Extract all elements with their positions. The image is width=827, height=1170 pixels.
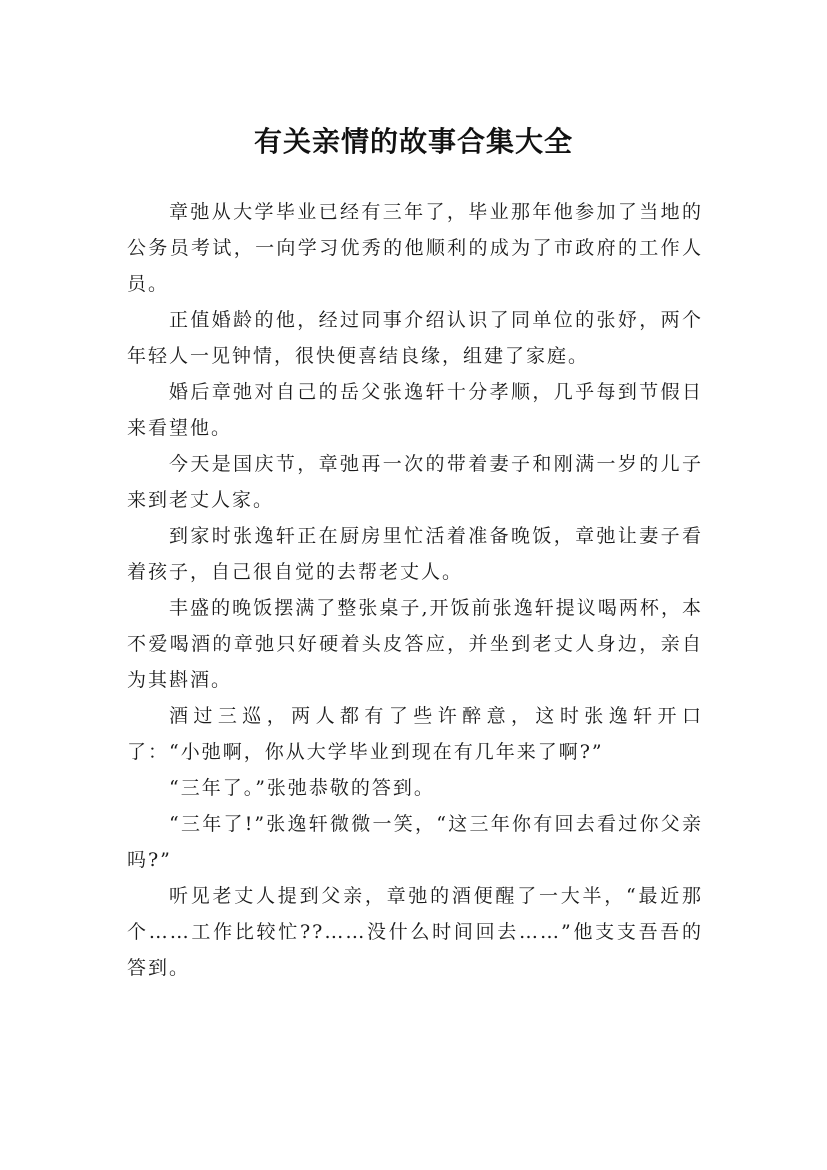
paragraph: 婚后章弛对自己的岳父张逸轩十分孝顺，几乎每到节假日来看望他。 xyxy=(127,381,703,439)
paragraph: 酒过三巡，两人都有了些许醉意，这时张逸轩开口了：“小弛啊，你从大学毕业到现在有几年来了啊?” xyxy=(127,705,703,763)
document-title: 有关亲情的故事合集大全 xyxy=(253,124,573,158)
paragraph: 到家时张逸轩正在厨房里忙活着准备晚饭，章弛让妻子看着孩子，自己很自觉的去帮老丈人。 xyxy=(127,525,703,583)
paragraph: 章弛从大学毕业已经有三年了，毕业那年他参加了当地的公务员考试，一向学习优秀的他顺利的成为了市政府的工作人员。 xyxy=(127,201,703,295)
paragraph: 正值婚龄的他，经过同事介绍认识了同单位的张妤，两个年轻人一见钟情，很快便喜结良缘，组建了家庭。 xyxy=(127,309,703,367)
paragraph: 丰盛的晚饭摆满了整张桌子,开饭前张逸轩提议喝两杯，本不爱喝酒的章弛只好硬着头皮答应，并坐到老丈人身边，亲自为其斟酒。 xyxy=(127,597,703,691)
document-body xyxy=(127,194,703,986)
paragraph: 听见老丈人提到父亲，章弛的酒便醒了一大半，“最近那个……工作比较忙??……没什么时间回去……”他支支吾吾的答到。 xyxy=(127,885,703,979)
paragraph: 今天是国庆节，章弛再一次的带着妻子和刚满一岁的儿子来到老丈人家。 xyxy=(127,453,703,511)
paragraph: “三年了。”张弛恭敬的答到。 xyxy=(169,777,435,799)
paragraph: “三年了!”张逸轩微微一笑，“这三年你有回去看过你父亲吗?” xyxy=(127,813,703,871)
